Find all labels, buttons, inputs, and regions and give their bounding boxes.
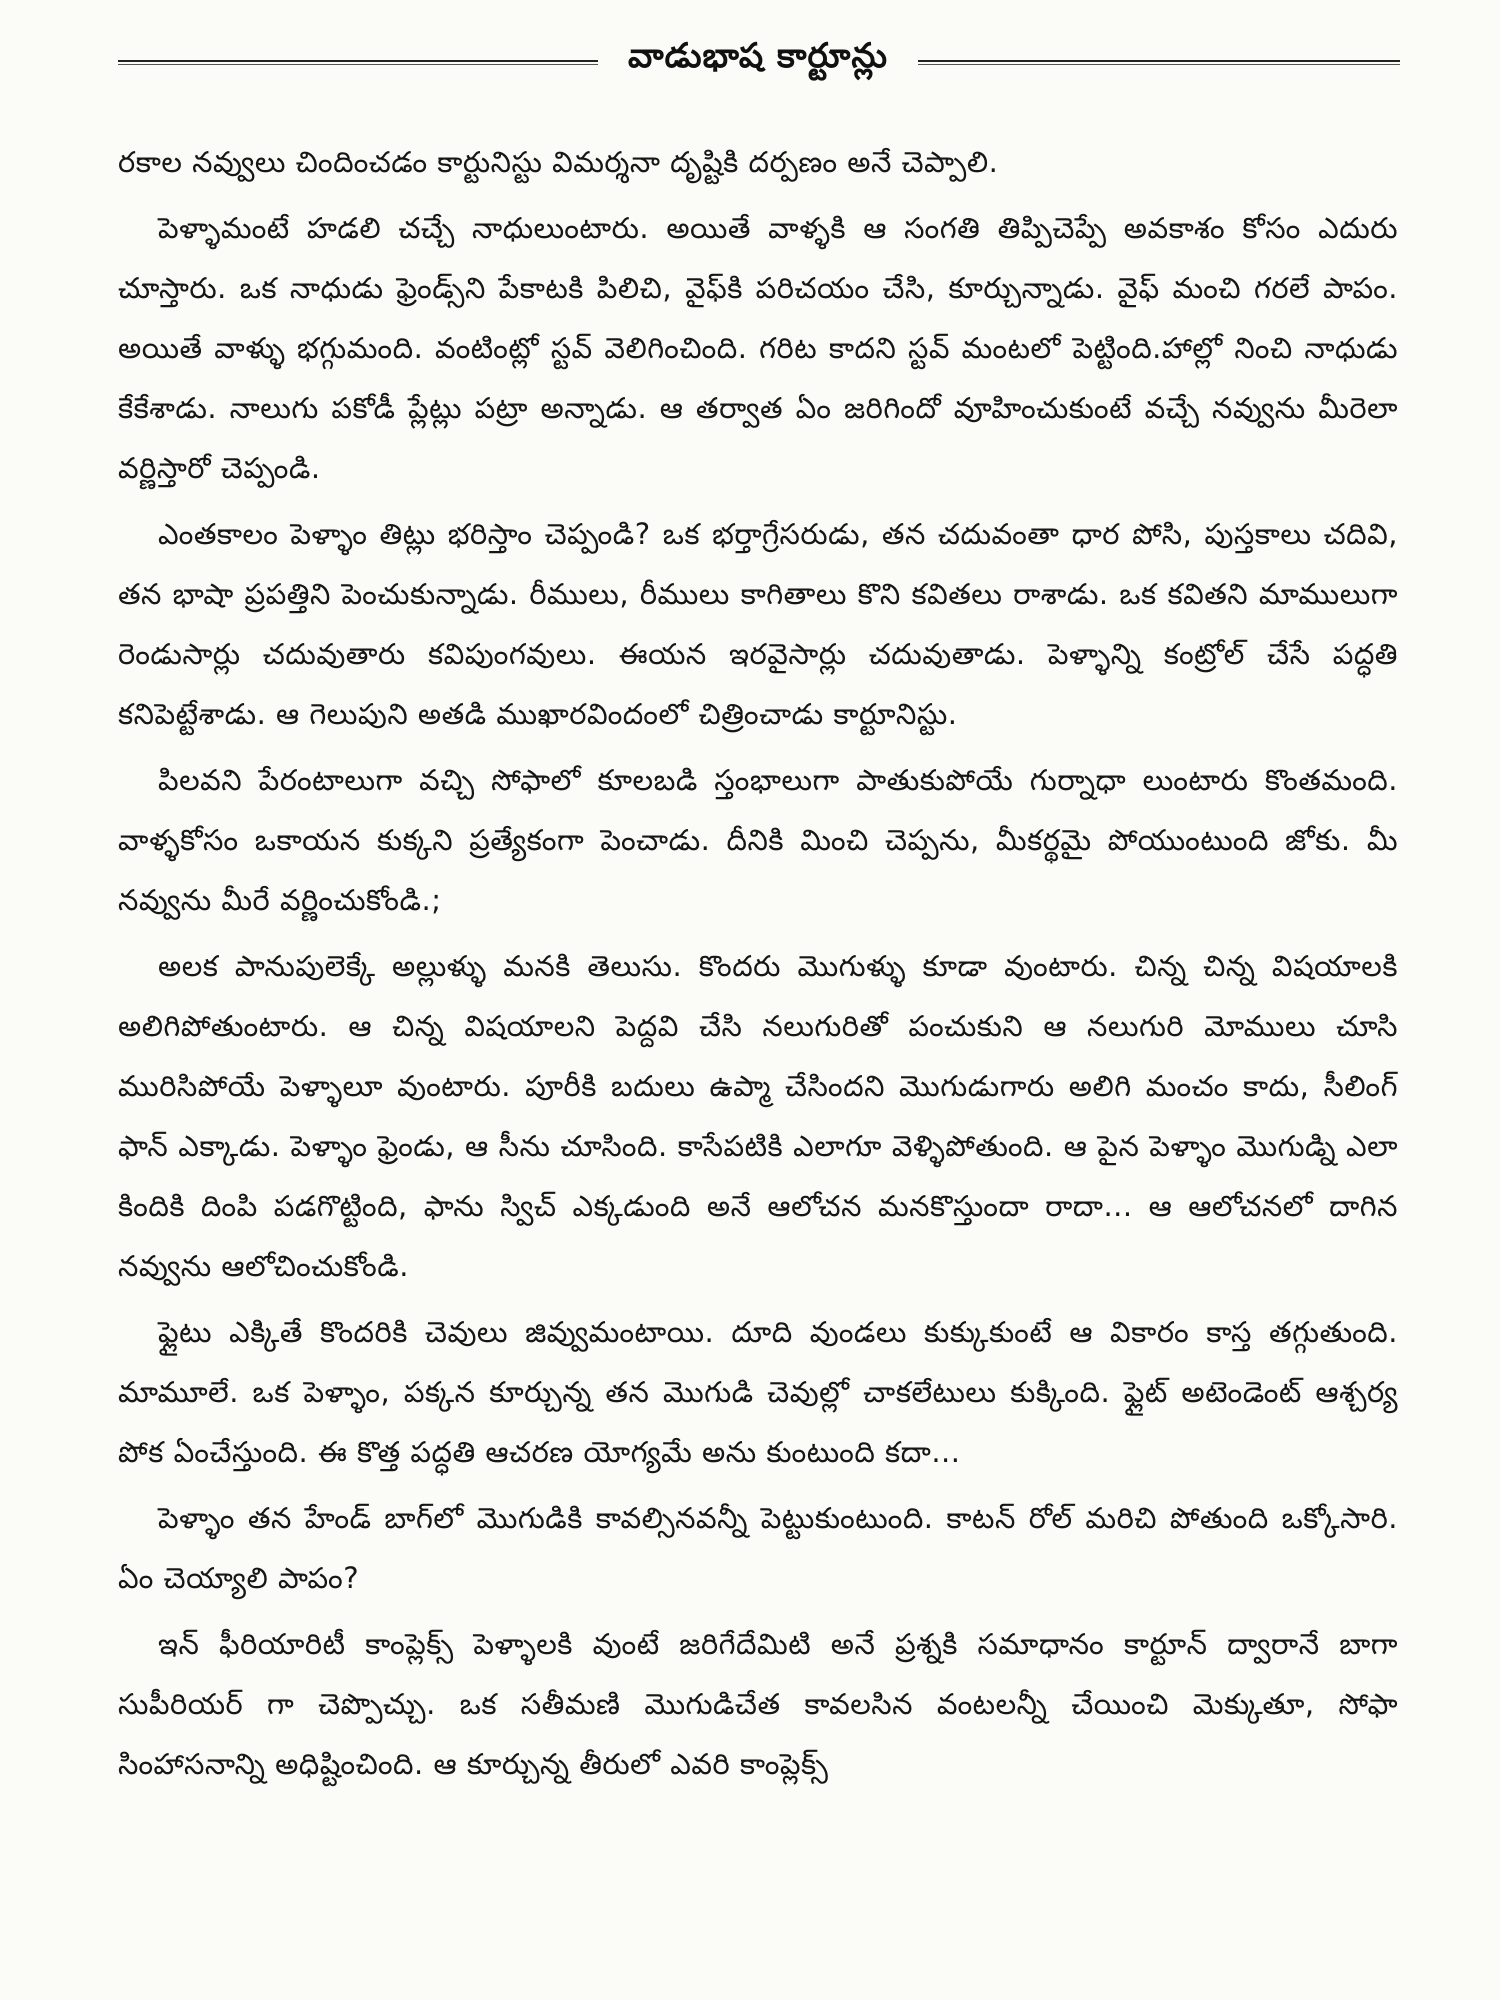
paragraph-2: పెళ్ళామంటే హడలి చచ్చే నాధులుంటారు. అయితే వాళ్ళకి ఆ సంగతి తిప్పిచెప్పే అవకాశం కోసం ఎదురు చూస్తారు. ఒక నాధుడు ఫ్రెండ్స్‌ని పేకాటకి పిలిచి, వైఫ్‌కి పరిచయం చేసి, కూర్చున్నాడు. వైఫ్ మంచి గరలే పాపం. అయితే వాళ్ళు భగ్గుమంది. వంటింట్లో స్టవ్ వెలిగించింది. గరిట కాదని స్టవ్ మంటలో పెట్టింది.హాల్లో నించి నాధుడు కేకేశాడు. నాలుగు పకోడీ ప్లేట్లు పట్రా అన్నాడు. ఆ తర్వాత ఏం జరిగిందో వూహించుకుంటే వచ్చే నవ్వును మీరెలా వర్ణిస్తారో చెప్పండి. — [118, 211, 1398, 485]
header-title: వాడుభాష కార్టూన్లు — [627, 36, 888, 76]
paragraph-7: పెళ్ళాం తన హేండ్ బాగ్‌లో మొగుడికి కావల్సినవన్నీ పెట్టుకుంటుంది. కాటన్ రోల్ మరిచి పోతుంది ఒక్కోసారి. ఏం చెయ్యాలి పాపం? — [118, 1501, 1398, 1595]
paragraph-1: రకాల నవ్వులు చిందించడం కార్టునిస్టు విమర్శనా దృష్టికి దర్పణం అనే చెప్పాలి. — [118, 145, 999, 179]
header-rule-left — [118, 60, 598, 62]
header-rule-right — [918, 60, 1400, 62]
paragraph-6: ఫ్లైటు ఎక్కితే కొందరికి చెవులు జివ్వుమంటాయి. దూది వుండలు కుక్కుకుంటే ఆ వికారం కాస్త తగ్గుతుంది. మామూలే. ఒక పెళ్ళాం, పక్కన కూర్చున్న తన మొగుడి చెవుల్లో చాకలేటులు కుక్కింది. ఫ్లైట్ అటెండెంట్ ఆశ్చర్య పోక ఏంచేస్తుంది. ఈ కొత్త పద్ధతి ఆచరణ యోగ్యమే అను కుంటుంది కదా... — [118, 1315, 1398, 1469]
paragraph-3: ఎంతకాలం పెళ్ళాం తిట్లు భరిస్తాం చెప్పండి? ఒక భర్తాగ్రేసరుడు, తన చదువంతా ధార పోసి, పుస్తకాలు చదివి, తన భాషా ప్రపత్తిని పెంచుకున్నాడు. రీములు, రీములు కాగితాలు కొని కవితలు రాశాడు. ఒక కవితని మాములుగా రెండుసార్లు చదువుతారు కవిపుంగవులు. ఈయన ఇరవైసార్లు చదువుతాడు. పెళ్ళాన్ని కంట్రోల్ చేసే పద్ధతి కనిపెట్టేశాడు. ఆ గెలుపుని అతడి ముఖారవిందంలో చిత్రించాడు కార్టూనిస్టు. — [118, 517, 1398, 731]
running-header — [118, 30, 1400, 90]
paragraph-5: అలక పానుపులెక్కే అల్లుళ్ళు మనకి తెలుసు. కొందరు మొగుళ్ళు కూడా వుంటారు. చిన్న చిన్న విషయాలకి అలిగిపోతుంటారు. ఆ చిన్న విషయాలని పెద్దవి చేసి నలుగురితో పంచుకుని ఆ నలుగురి మోములు చూసి మురిసిపోయే పెళ్ళాలూ వుంటారు. పూరీకి బదులు ఉప్మా చేసిందని మొగుడుగారు అలిగి మంచం కాదు, సీలింగ్ ఫాన్ ఎక్కాడు. పెళ్ళాం ఫ్రెండు, ఆ సీను చూసింది. కాసేపటికి ఎలాగూ వెళ్ళిపోతుంది. ఆ పైన పెళ్ళాం మొగుడ్ని ఎలా కిందికి దింపి పడగొట్టింది, ఫాను స్విచ్ ఎక్కడుంది అనే ఆలోచన మనకొస్తుందా రాదా... ఆ ఆలోచనలో దాగిన నవ్వును ఆలోచించుకోండి. — [118, 949, 1398, 1283]
paragraph-8: ఇన్ ఫీరియారిటీ కాంప్లెక్స్ పెళ్ళాలకి వుంటే జరిగేదేమిటి అనే ప్రశ్నకి సమాధానం కార్టూన్ ద్వారానే బాగా సుపీరియర్ గా చెప్పొచ్చు. ఒక సతీమణి మొగుడిచేత కావలసిన వంటలన్నీ చేయించి మెక్కుతూ, సోఫా సింహాసనాన్ని అధిష్టించింది. ఆ కూర్చున్న తీరులో ఎవరి కాంప్లెక్స్ — [118, 1627, 1398, 1781]
body-text — [118, 132, 1398, 1800]
paragraph-4: పిలవని పేరంటాలుగా వచ్చి సోఫాలో కూలబడి స్తంభాలుగా పాతుకుపోయే గుర్నాధా లుంటారు కొంతమంది. వాళ్ళకోసం ఒకాయన కుక్కని ప్రత్యేకంగా పెంచాడు. దీనికి మించి చెప్పను, మీకర్థమై పోయుంటుంది జోకు. మీ నవ్వును మీరే వర్ణించుకోండి.; — [118, 763, 1398, 917]
